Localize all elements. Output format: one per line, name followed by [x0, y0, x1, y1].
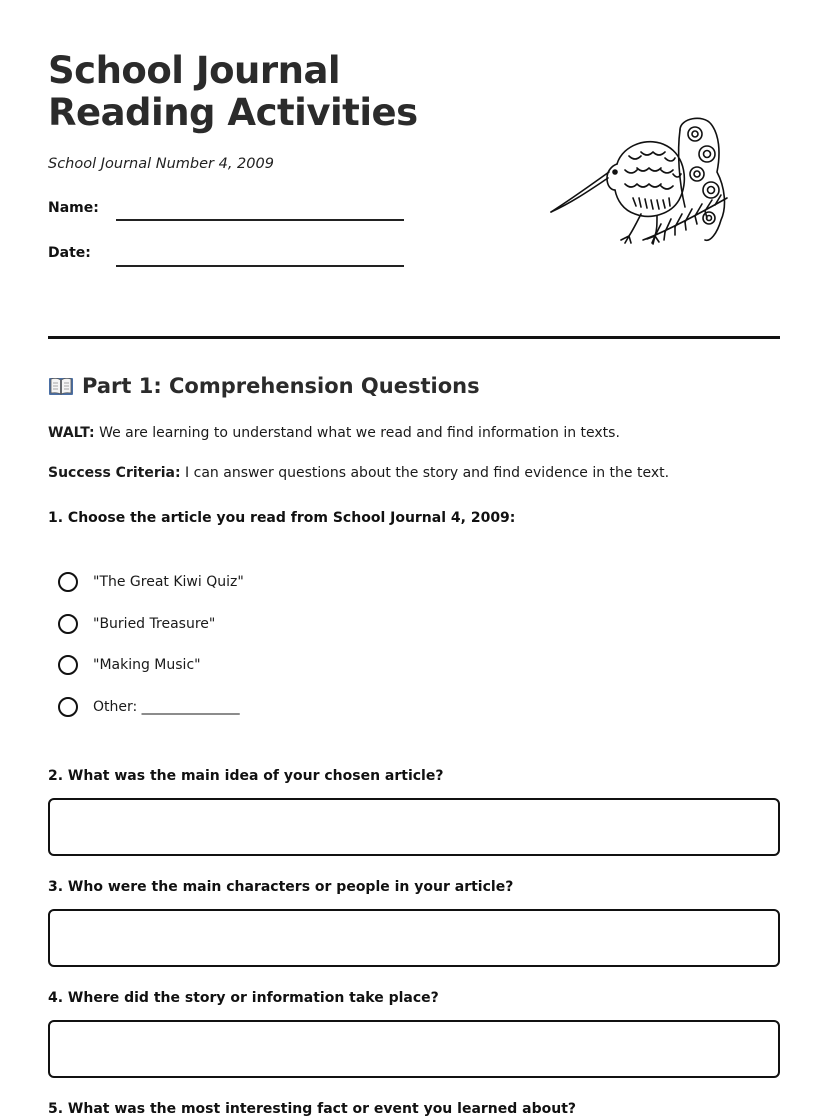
question-4: 4. Where did the story or information take place? [48, 990, 439, 1006]
option-making-music[interactable] [58, 653, 201, 677]
date-field[interactable] [116, 265, 404, 267]
option-buried-treasure[interactable] [58, 612, 215, 636]
question-5: 5. What was the most interesting fact or event you learned about? [48, 1101, 577, 1117]
question-2: 2. What was the main idea of your chosen article? [48, 768, 444, 784]
radio-button[interactable] [58, 697, 78, 717]
answer-box-4[interactable] [48, 1020, 780, 1078]
question-1: 1. Choose the article you read from School Journal 4, 2009: [48, 510, 516, 526]
walt-statement [48, 425, 620, 441]
part1-heading-text: Part 1: Comprehension Questions [82, 374, 480, 398]
radio-button[interactable] [58, 572, 78, 592]
option-other[interactable] [58, 695, 240, 719]
option-label: "Buried Treasure" [93, 616, 216, 632]
answer-box-2[interactable] [48, 798, 780, 856]
page-title: School Journal Reading Activities [48, 49, 418, 134]
success-criteria-label: Success Criteria: [48, 465, 181, 481]
walt-label: WALT: [48, 425, 95, 441]
kiwi-bird-illustration [545, 112, 735, 252]
journal-subtitle: School Journal Number 4, 2009 [48, 156, 274, 172]
radio-button[interactable] [58, 655, 78, 675]
success-criteria [48, 465, 669, 481]
option-label: "Making Music" [93, 657, 201, 673]
question-3: 3. Who were the main characters or people in your article? [48, 879, 514, 895]
radio-button[interactable] [58, 614, 78, 634]
date-label: Date: [48, 245, 91, 261]
section-divider [48, 336, 780, 339]
open-book-icon [48, 375, 74, 397]
part1-heading [48, 374, 480, 398]
name-label: Name: [48, 200, 99, 216]
name-field[interactable] [116, 219, 404, 221]
option-label: "The Great Kiwi Quiz" [93, 574, 244, 590]
walt-text: We are learning to understand what we read and find information in texts. [94, 425, 620, 441]
option-great-kiwi-quiz[interactable] [58, 570, 244, 594]
success-criteria-text: I can answer questions about the story and find evidence in the text. [180, 465, 670, 481]
option-label: Other: ______________ [93, 699, 240, 715]
answer-box-3[interactable] [48, 909, 780, 967]
